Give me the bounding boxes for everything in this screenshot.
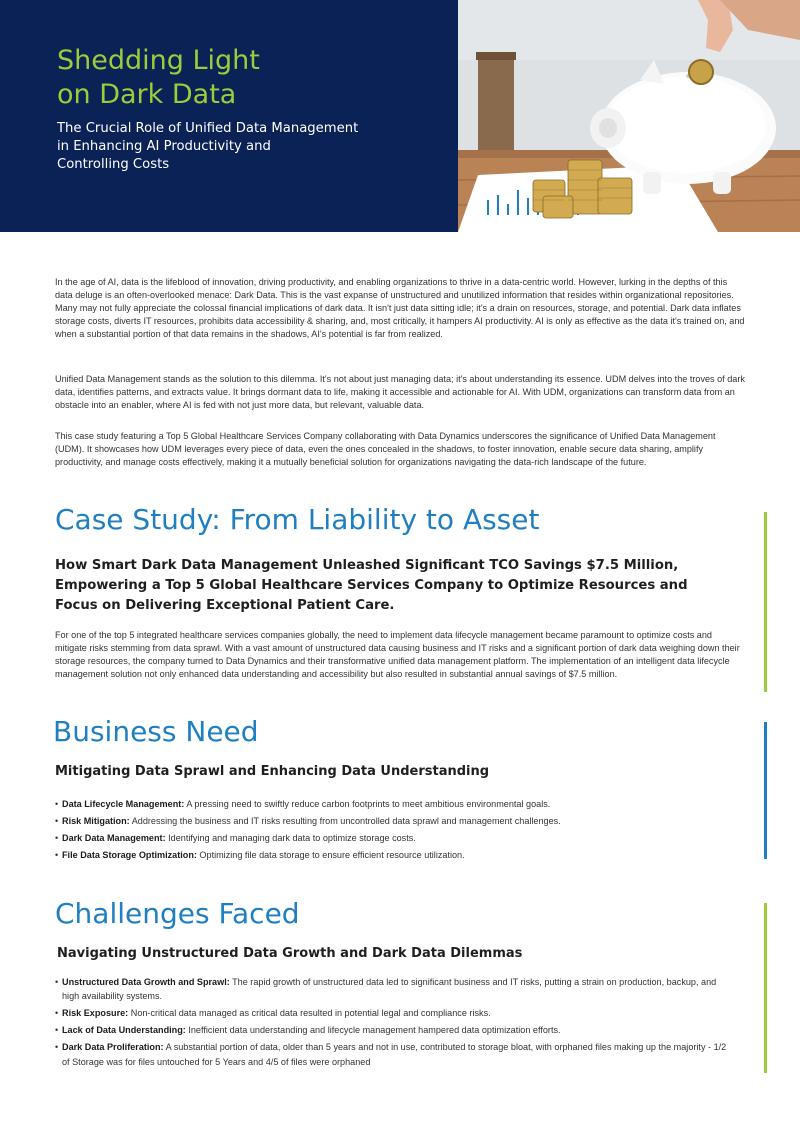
list-item-label: Lack of Data Understanding:	[62, 1025, 186, 1035]
list-item-text: Identifying and managing dark data to optimize storage costs.	[165, 833, 416, 843]
challenges-accent-bar	[764, 903, 767, 1073]
business-need-list	[55, 796, 735, 864]
business-need-subheading: Mitigating Data Sprawl and Enhancing Data Understanding	[55, 764, 490, 779]
intro-paragraph-3: This case study featuring a Top 5 Global Healthcare Services Company collaborating with Data Dynamics underscores the significance of Unified Data Management (UDM). It showcases how UDM leverages every piece of data, even the ones concealed in the shadows, to foster innovation, enable secure data sharing, amplify productivity, and manage costs effectively, making it a mutually beneficial solution for organizations navigating the data-rich landscape of the future.	[55, 431, 716, 467]
list-item-label: Dark Data Proliferation:	[62, 1042, 164, 1052]
case-study-accent-bar	[764, 512, 767, 692]
page-title-line-1: Shedding Light	[57, 45, 260, 76]
list-item	[55, 1023, 735, 1037]
list-item	[55, 1040, 735, 1070]
challenges-subheading: Navigating Unstructured Data Growth and Dark Data Dilemmas	[57, 946, 523, 961]
page-subtitle-line-2: in Enhancing AI Productivity and	[57, 139, 271, 154]
list-item-text: Optimizing file data storage to ensure efficient resource utilization.	[196, 850, 465, 860]
list-item-text: The rapid growth of unstructured data led to significant business and IT risks, putting a strain on production, backup, and high availability systems.	[62, 977, 717, 1001]
business-need-accent-bar	[764, 722, 767, 859]
list-item	[55, 975, 735, 1003]
list-item-text: Non-critical data managed as critical data resulted in potential legal and compliance risks.	[128, 1008, 491, 1018]
list-item-text: Inefficient data understanding and lifecycle management hampered data optimization efforts.	[185, 1025, 561, 1035]
challenges-list	[55, 975, 735, 1070]
list-item	[55, 830, 735, 847]
list-item-label: Risk Exposure:	[62, 1008, 129, 1018]
intro-paragraph-1: In the age of AI, data is the lifeblood of innovation, driving productivity, and enabling organizations to thrive in a data-centric world. However, lurking in the depths of this data deluge is an often-overlooked menace: Dark Data. This is the vast expanse of unstructured and unutilized information that resides within organizational repositories. Many may not fully appreciate the colossal financial implications of dark data. It isn't just data sitting idle; it's a drain on resources, storage, and potential. Dark data inflates storage costs, diverts IT resources, prohibits data accessibility & sharing, and, most critically, it hampers AI productivity. AI is only as effective as the data it's trained on, and when a substantial portion of that data remains in the shadows, AI's potential is far from realized.	[55, 277, 745, 339]
list-item	[55, 1006, 735, 1020]
page-subtitle-line-1: The Crucial Role of Unified Data Management	[57, 121, 359, 136]
list-item	[55, 847, 735, 864]
list-item-label: Data Lifecycle Management:	[62, 799, 185, 809]
list-item-text: A substantial portion of data, older than 5 years and not in use, contributed to storage bloat, with orphaned files making up the majority - 1/2 of Storage was for files untouched for 5 Years and 4/5 of files were orphaned	[62, 1042, 727, 1067]
piggy-bank-illustration	[458, 0, 800, 232]
page-subtitle-line-3: Controlling Costs	[57, 157, 170, 172]
page-title-line-2: on Dark Data	[57, 79, 237, 110]
list-item	[55, 813, 735, 830]
list-item-label: Risk Mitigation:	[62, 816, 130, 826]
list-item-label: Unstructured Data Growth and Sprawl:	[62, 977, 230, 987]
list-item-text: Addressing the business and IT risks resulting from uncontrolled data sprawl and management challenges.	[129, 816, 561, 826]
challenges-heading: Challenges Faced	[55, 897, 300, 930]
piggy-bank-photo	[458, 0, 800, 232]
case-study-subheading: How Smart Dark Data Management Unleashed Significant TCO Savings $7.5 Million, Empowering a Top 5 Global Healthcare Services Company to Optimize Resources and Focus on Delivering Exceptional Patient Care.	[55, 558, 688, 613]
case-study-heading: Case Study: From Liability to Asset	[55, 503, 540, 536]
list-item	[55, 796, 735, 813]
page-subtitle	[57, 120, 427, 174]
list-item-text: A pressing need to swiftly reduce carbon footprints to meet ambitious environmental goals.	[184, 799, 551, 809]
case-study-body: For one of the top 5 integrated healthcare services companies globally, the need to implement data lifecycle management became paramount to optimize costs and mitigate risks stemming from data sprawl. With a vast amount of unstructured data causing business and IT risks and a significant portion of dark data weighing down their storage resources, the company turned to Data Dynamics and their transformative unified data management platform. The implementation of an intelligent data lifecycle management solution not only enhanced data understanding and accessibility but also resulted in substantial annual savings of $7.5 million.	[55, 630, 740, 679]
intro-paragraph-2: Unified Data Management stands as the solution to this dilemma. It's not about just managing data; it's about understanding its essence. UDM delves into the troves of dark data, identifies patterns, and extracts value. It brings dormant data to life, making it accessible and actionable for AI. With UDM, organizations can transform data from an obstacle into an enabler, where AI is fed with not just more data, but relevant, valuable data.	[55, 374, 745, 410]
business-need-heading: Business Need	[53, 715, 259, 748]
list-item-label: File Data Storage Optimization:	[62, 850, 197, 860]
page-title	[57, 44, 437, 112]
list-item-label: Dark Data Management:	[62, 833, 166, 843]
